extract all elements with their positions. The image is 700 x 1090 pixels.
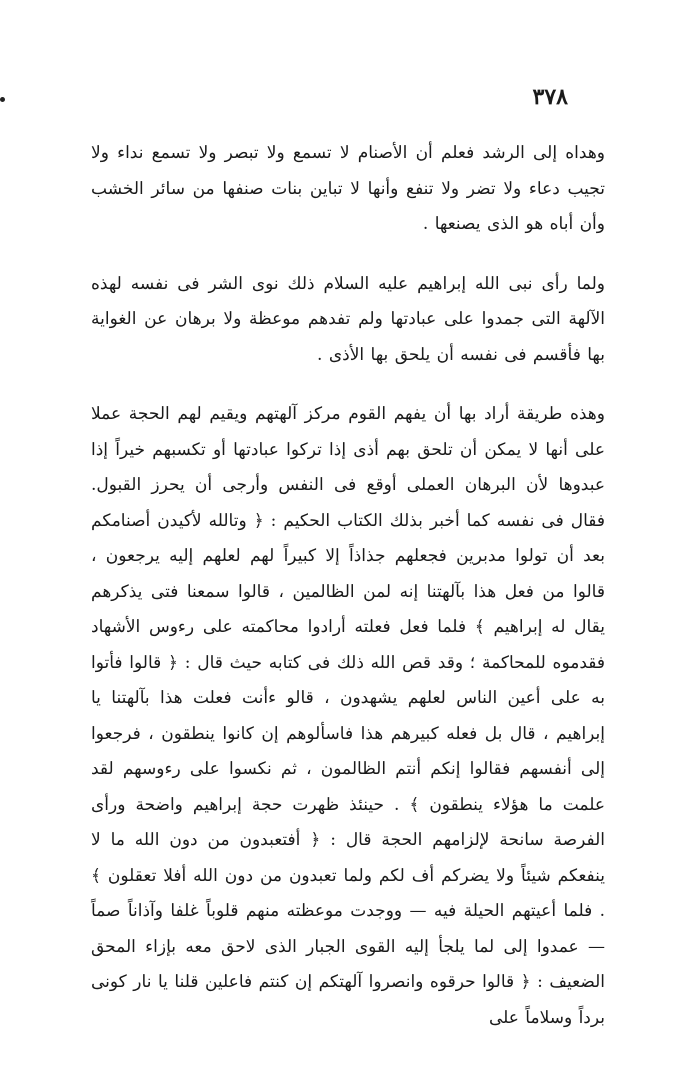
- page-number: ٣٧٨: [532, 84, 568, 110]
- scan-edge-mark: [0, 97, 5, 102]
- paragraph-2: ولما رأى نبى الله إبراهيم عليه السلام ذلك نوى الشر فى نفسه لهذه الآلهة التى جمدوا على عبادتها ولم تفدهم موعظة ولا برهان عن الغواية بها فأقسم فى نفسه أن يلحق بها الأذى .: [91, 273, 605, 365]
- page-body: [91, 136, 605, 1036]
- paragraph-3: وهذه طريقة أراد بها أن يفهم القوم مركز آلهتهم ويقيم لهم الحجة عملا على أنها لا يمكن أن تلحق بهم أذى إذا تركوا عبادتها أو تكسبهم خيراً إذا عبدوها لأن البرهان العملى أوقع فى النفس وأرجى أن يحرز القبول. فقال فى نفسه كما أخبر بذلك الكتاب الحكيم : ﴿ وتالله لأكيدن أصنامكم بعد أن تولوا مدبرين فجعلهم جذاذاً إلا كبيراً لهم لعلهم إليه يرجعون ، قالوا من فعل هذا بآلهتنا إنه لمن الظالمين ، قالوا سمعنا فتى يذكرهم يقال له إبراهيم ﴾ فلما فعل فعلته أرادوا محاكمته على رءوس الأشهاد فقدموه للمحاكمة ؛ وقد قص الله ذلك فى كتابه حيث قال : ﴿ قالوا فأتوا به على أعين الناس لعلهم يشهدون ، قالو ءأنت فعلت هذا بآلهتنا يا إبراهيم ، قال بل فعله كبيرهم هذا فاسألوهم إن كانوا ينطقون ، فرجعوا إلى أنفسهم فقالوا إنكم أنتم الظالمون ، ثم نكسوا على رءوسهم لقد علمت ما هؤلاء ينطقون ﴾ . حينئذ ظهرت حجة إبراهيم واضحة ورأى الفرصة سانحة لإلزامهم الحجة قال : ﴿ أفتعبدون من دون الله ما لا ينفعكم شيئاً ولا يضركم أف لكم ولما تعبدون من دون الله أفلا تعقلون ﴾ . فلما أعيتهم الحيلة فيه — ووجدت موعظته منهم قلوباً غلفا وآذاناً صماً — عمدوا إلى لما يلجأ إليه القوى الجبار الذى لاحق معه بإزاء المحق الضعيف : ﴿ قالوا حرقوه وانصروا آلهتكم إن كنتم فاعلين قلنا يا نار كونى برداً وسلاماً على: [91, 404, 605, 1028]
- paragraph-1: وهداه إلى الرشد فعلم أن الأصنام لا تسمع ولا تبصر ولا تسمع نداء ولا تجيب دعاء ولا تضر ولا تنفع وأنها لا تباين بنات صنفها من سائر الخشب وأن أباه هو الذى يصنعها .: [91, 143, 605, 234]
